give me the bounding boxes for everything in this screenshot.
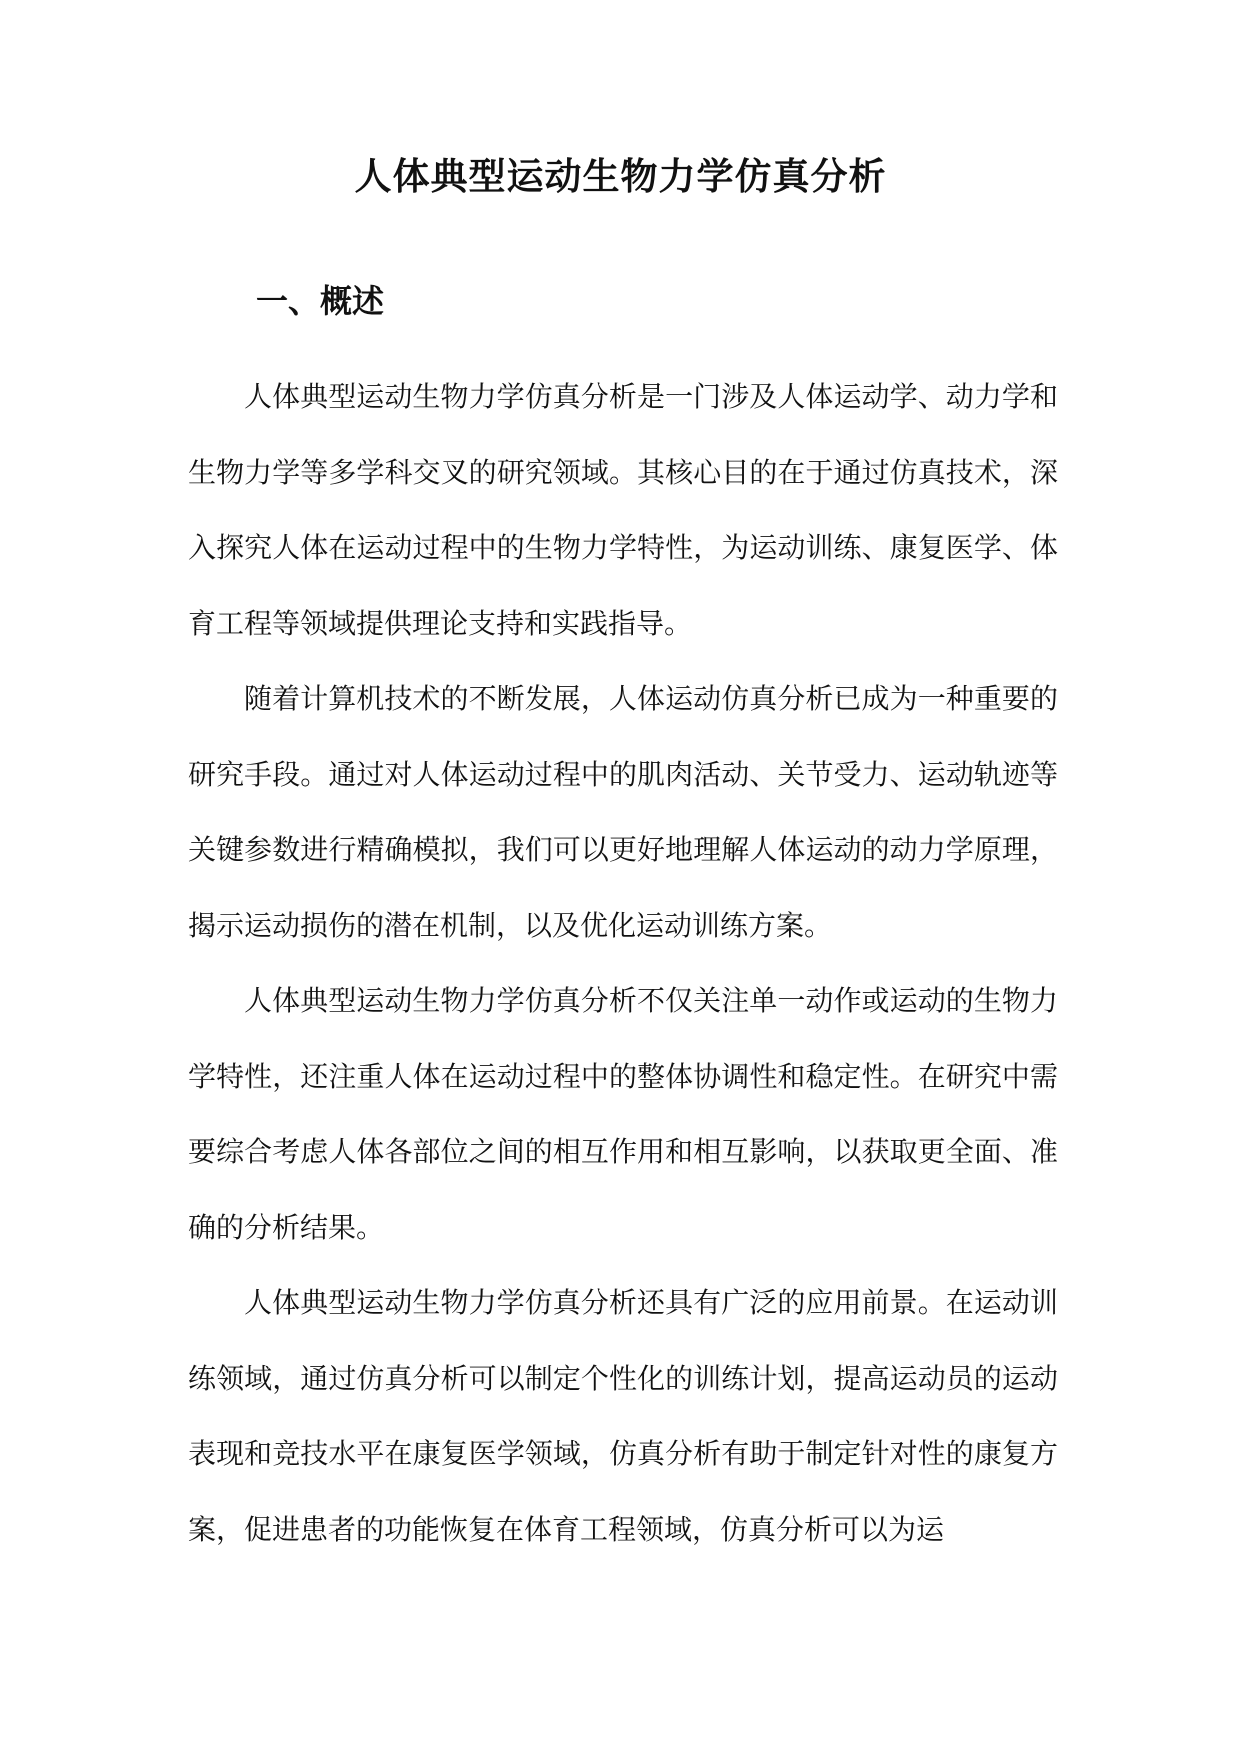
paragraph-2: 随着计算机技术的不断发展，人体运动仿真分析已成为一种重要的研究手段。通过对人体运动过程中的肌肉活动、关节受力、运动轨迹等关键参数进行精确模拟，我们可以更好地理解人体运动的动力学原理，揭示运动损伤的潜在机制，以及优化运动训练方案。	[188, 682, 1058, 942]
section-heading-overview: 一、概述	[256, 282, 385, 320]
paragraph-4: 人体典型运动生物力学仿真分析还具有广泛的应用前景。在运动训练领域，通过仿真分析可以制定个性化的训练计划，提高运动员的运动表现和竞技水平在康复医学领域，仿真分析有助于制定针对性的康复方案，促进患者的功能恢复在体育工程领域，仿真分析可以为运	[188, 1286, 1058, 1546]
section-body	[188, 359, 1058, 1567]
document-title: 人体典型运动生物力学仿真分析	[354, 155, 887, 198]
paragraph-1: 人体典型运动生物力学仿真分析是一门涉及人体运动学、动力学和生物力学等多学科交叉的研究领域。其核心目的在于通过仿真技术，深入探究人体在运动过程中的生物力学特性，为运动训练、康复医学、体育工程等领域提供理论支持和实践指导。	[188, 380, 1058, 640]
paragraph-3: 人体典型运动生物力学仿真分析不仅关注单一动作或运动的生物力学特性，还注重人体在运动过程中的整体协调性和稳定性。在研究中需要综合考虑人体各部位之间的相互作用和相互影响，以获取更全面、准确的分析结果。	[188, 984, 1058, 1244]
